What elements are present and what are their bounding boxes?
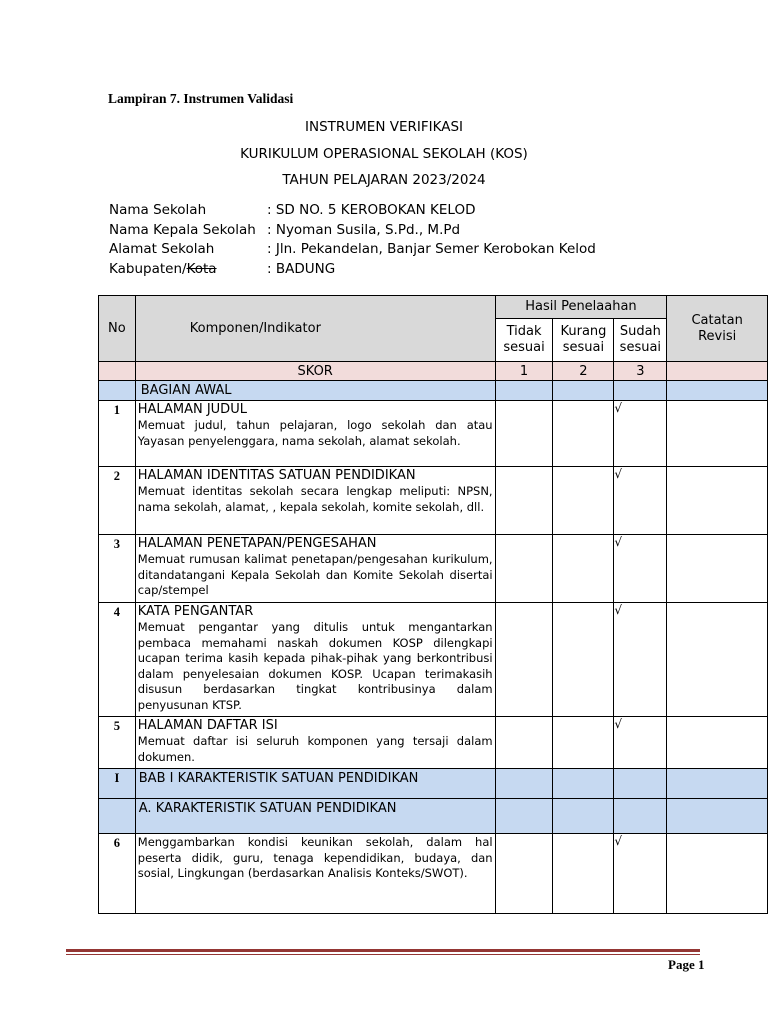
item-no: 1 [99,401,136,467]
cell-not-fit[interactable] [495,603,553,717]
item-component [135,834,495,914]
item-no: 5 [99,717,136,769]
info-label-struck: Kota [186,260,217,277]
cell-not-fit[interactable] [495,401,553,467]
table-row [99,535,768,603]
cell-not-fit[interactable] [495,535,553,603]
info-row-address [109,240,596,260]
item-desc: Memuat rumusan kalimat penetapan/pengesahan kurikulum, ditandatangani Kepala Sekolah dan Komite Sekolah disertai cap/stempel [137,552,493,597]
cell [553,769,614,799]
cell-notes[interactable] [667,401,768,467]
cell [553,799,614,834]
page-number: Page 1 [668,957,705,972]
item-desc: Memuat identitas sekolah secara lengkap meliputi: NPSN, nama sekolah, alamat, , kepala sekolah, komite sekolah, dll. [137,484,493,514]
cell [614,381,667,401]
cell-fit-check[interactable]: √ [614,535,667,603]
section-bagian-awal: BAGIAN AWAL [135,381,495,401]
cell-less-fit[interactable] [553,834,614,914]
header-component [135,296,495,362]
info-row-principal [109,221,596,241]
item-title: HALAMAN IDENTITAS SATUAN PENDIDIKAN [137,468,416,483]
cell [614,769,667,799]
item-title: HALAMAN JUDUL [137,402,247,417]
score-label: SKOR [135,362,495,381]
cell [614,799,667,834]
item-component [135,717,495,769]
info-value: : BADUNG [267,260,336,277]
subsection-title: A. KARAKTERISTIK SATUAN PENDIDIKAN [135,799,495,834]
document-title: INSTRUMEN VERIFIKASI [305,119,463,135]
item-no: 3 [99,535,136,603]
cell-fit-check[interactable]: √ [614,717,667,769]
info-row-school-name [109,201,596,221]
item-component [135,467,495,535]
info-value: : SD NO. 5 KEROBOKAN KELOD [267,202,476,218]
item-desc: Memuat daftar isi seluruh komponen yang tersaji dalam dokumen. [137,734,493,764]
cell [495,381,553,401]
info-label: Alamat Sekolah [109,241,215,257]
info-label [109,260,267,280]
school-info [109,201,596,279]
info-value: : Nyoman Susila, S.Pd., M.Pd [267,221,461,238]
cell [667,799,768,834]
table-row [99,401,768,467]
cell-less-fit[interactable] [553,717,614,769]
cell-not-fit[interactable] [495,717,553,769]
score-1: 1 [495,362,553,381]
item-title: HALAMAN DAFTAR ISI [137,718,278,733]
item-desc: Memuat pengantar yang ditulis untuk mengantarkan pembaca memahami naskah dokumen KOSP dilengkapi ucapan terima kasih kepada pihak-pihak yang berkontribusi dalam penyelesaian dokumen KOSP. Ucapan terimakasih disusun berdasarkan tingkat kontribusinya dalam penyusunan KTSP. [137,620,493,712]
cell-less-fit[interactable] [553,401,614,467]
table-row [99,467,768,535]
table-row [99,603,768,717]
header-component-label: Komponen/Indikator [189,320,321,336]
cell [667,769,768,799]
section-no-empty [99,381,136,401]
header-fit: Sudah sesuai [614,319,667,362]
score-2: 2 [553,362,614,381]
header-result: Hasil Penelaahan [495,296,667,319]
footer-rule [66,949,700,952]
cell-fit-check[interactable]: √ [614,603,667,717]
cell-not-fit[interactable] [495,467,553,535]
item-no: 4 [99,603,136,717]
cell-fit-check[interactable]: √ [614,467,667,535]
item-no: 2 [99,467,136,535]
table-row [99,717,768,769]
document-subtitle: KURIKULUM OPERASIONAL SEKOLAH (KOS) [240,146,528,162]
cell-notes[interactable] [667,717,768,769]
item-desc: Menggambarkan kondisi keunikan sekolah, dalam hal peserta didik, guru, tenaga kependidikan, budaya, dan sosial, Lingkungan (berdasarkan Analisis Konteks/SWOT). [137,835,493,880]
info-label-plain: Kabupaten/ [109,260,187,277]
cell [553,381,614,401]
cell-fit-check[interactable]: √ [614,834,667,914]
cell [495,769,553,799]
item-title: KATA PENGANTAR [137,604,254,619]
info-label: Nama Sekolah [109,202,207,218]
bab-no: I [99,769,136,799]
bab-title: BAB I KARAKTERISTIK SATUAN PENDIDIKAN [135,769,495,799]
cell-notes[interactable] [667,603,768,717]
academic-year: TAHUN PELAJARAN 2023/2024 [282,172,486,188]
item-component [135,603,495,717]
table-row [99,834,768,914]
cell [495,799,553,834]
info-label: Nama Kepala Sekolah [109,221,256,238]
verification-table [98,295,768,914]
score-notes-empty [667,362,768,381]
item-title: HALAMAN PENETAPAN/PENGESAHAN [137,536,377,551]
item-component [135,401,495,467]
cell-less-fit[interactable] [553,603,614,717]
info-value: : Jln. Pekandelan, Banjar Semer Kerobokan Kelod [267,241,596,257]
footer-rule-thin [66,954,700,955]
score-3: 3 [614,362,667,381]
cell-notes[interactable] [667,467,768,535]
cell-notes[interactable] [667,834,768,914]
cell-notes[interactable] [667,535,768,603]
header-no: No [99,296,136,362]
appendix-label: Lampiran 7. Instrumen Validasi [108,91,294,106]
header-not-fit: Tidak sesuai [495,319,553,362]
cell-fit-check[interactable]: √ [614,401,667,467]
header-less-fit: Kurang sesuai [553,319,614,362]
cell [667,381,768,401]
info-row-regency [109,260,596,280]
cell-less-fit[interactable] [553,535,614,603]
cell-less-fit[interactable] [553,467,614,535]
cell-not-fit[interactable] [495,834,553,914]
item-component [135,535,495,603]
item-no: 6 [99,834,136,914]
score-cell-empty [99,362,136,381]
item-desc: Memuat judul, tahun pelajaran, logo sekolah dan atau Yayasan penyelenggara, nama sekolah, alamat sekolah. [137,418,493,448]
cell [99,799,136,834]
header-notes: Catatan Revisi [667,296,768,362]
